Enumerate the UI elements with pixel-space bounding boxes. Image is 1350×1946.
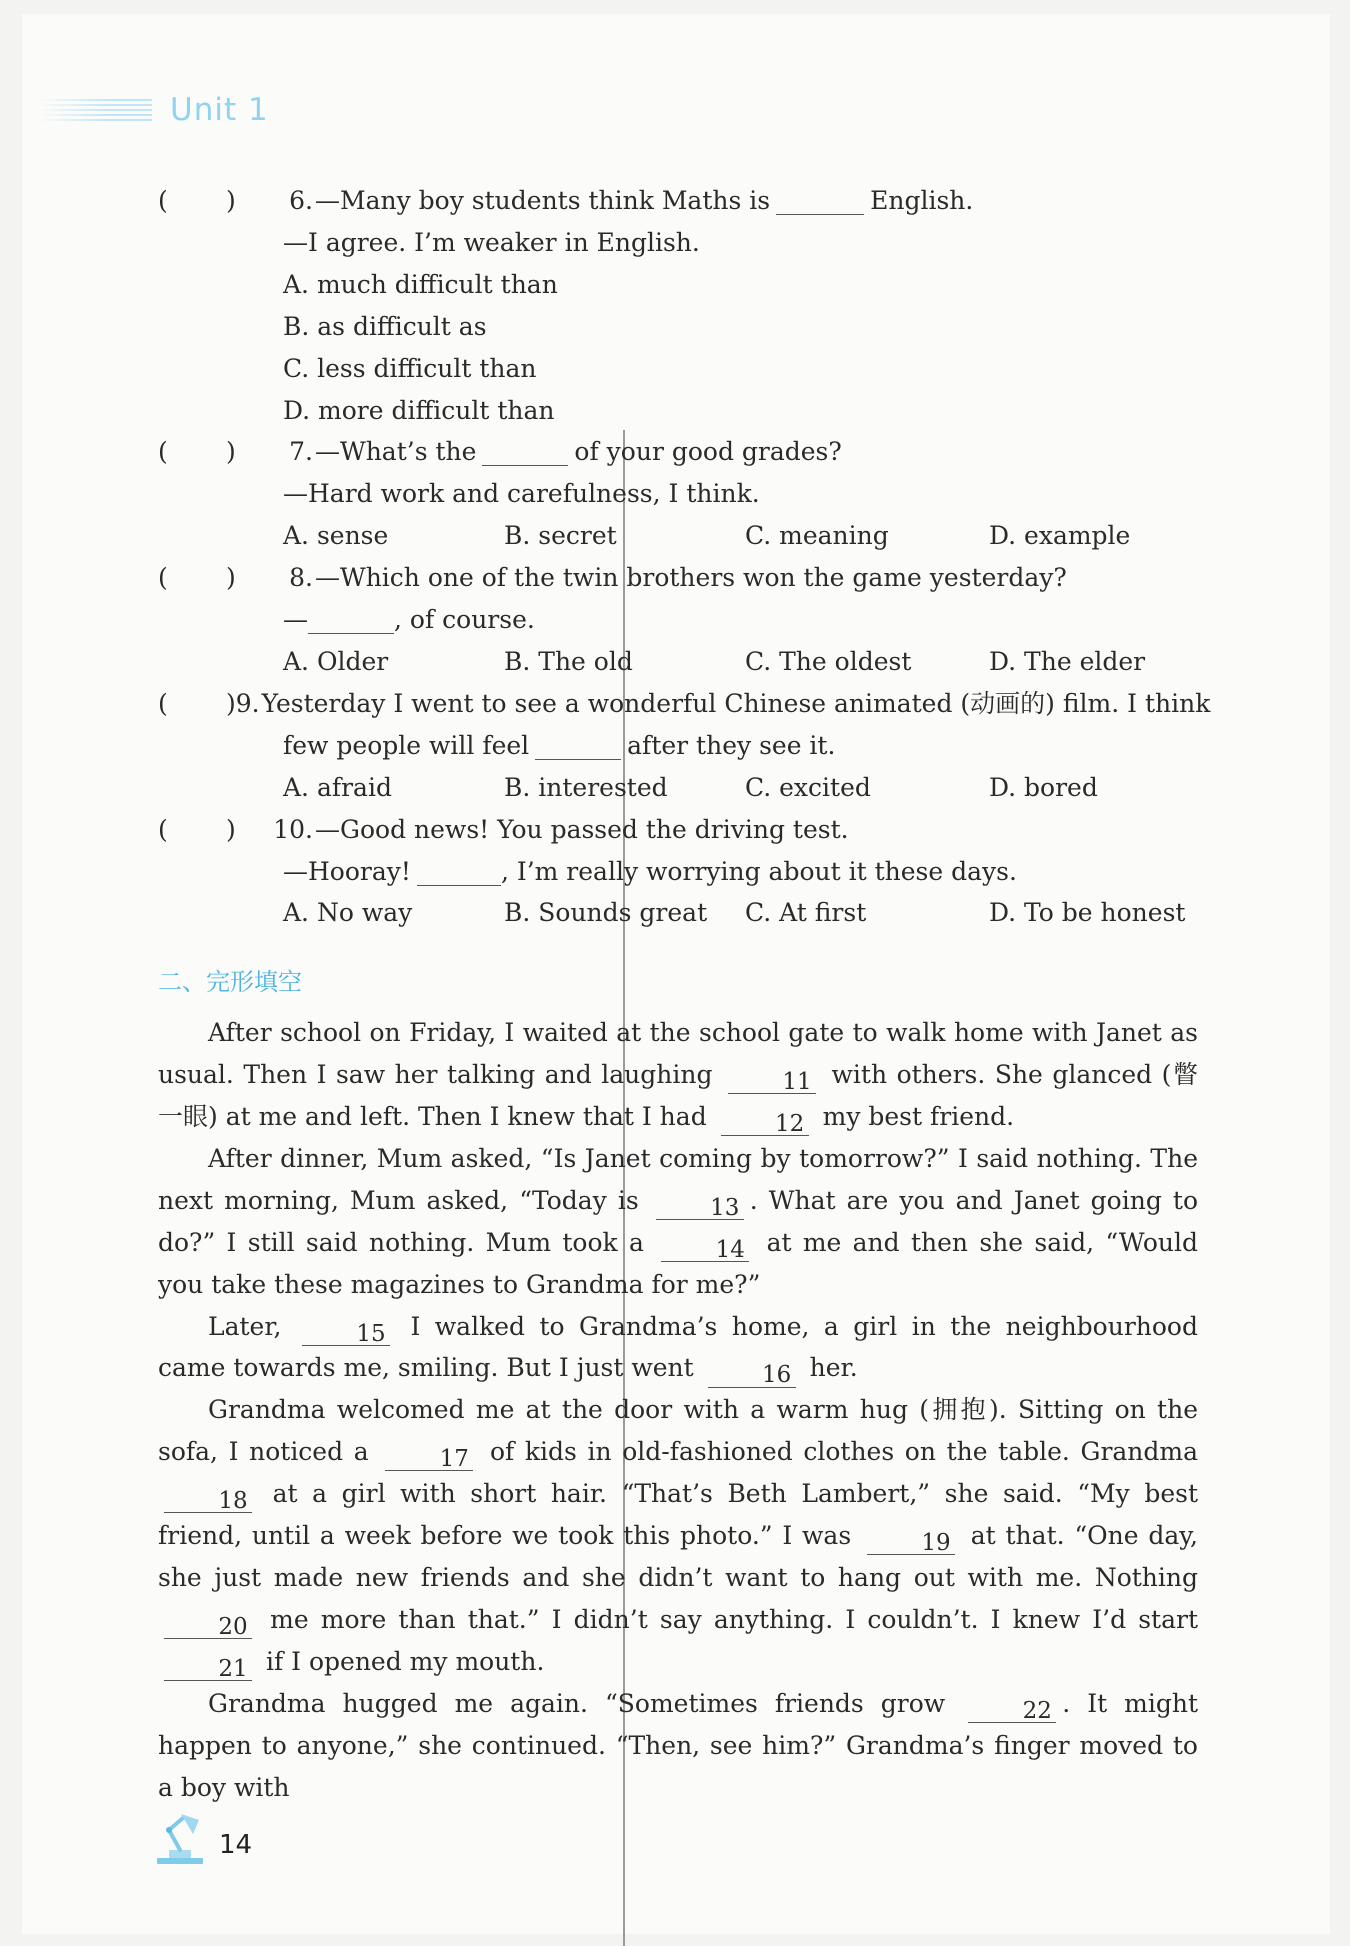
- exercise-content: [158, 180, 1211, 1808]
- option-d: D. more difficult than: [283, 395, 555, 425]
- desk-lamp-icon: [155, 1810, 205, 1866]
- option-d: D. To be honest: [989, 898, 1186, 928]
- paragraph-3: Later, 15 I walked to Grandma’s home, a girl in the neighbourhood came towards me, smiling. But I just went 16 her.: [158, 1311, 1198, 1389]
- question-line: —Hard work and carefulness, I think.: [283, 479, 760, 509]
- header-stripes-decoration: [40, 99, 152, 121]
- option-c: C. At first: [745, 898, 867, 928]
- option-a: A. sense: [283, 521, 389, 551]
- cloze-blank-15[interactable]: 15: [302, 1321, 390, 1346]
- cloze-blank-21[interactable]: 21: [164, 1656, 252, 1681]
- paragraph-4: Grandma welcomed me at the door with a warm hug (拥抱). Sitting on the sofa, I noticed a 17 of kids in old-fashioned clothes on the table. Grandma 18 at a girl with short hair. “That’s Beth Lambert,” she said. “My best friend, until a week before we took this photo.” I was 19 at that. “One day, she just made new friends and she didn’t want to hang out with me. Nothing 20 me more than that.” I didn’t say anything. I couldn’t. I knew I’d start 21 if I opened my mouth.: [158, 1395, 1199, 1682]
- option-c: C. less difficult than: [283, 353, 537, 383]
- options-row: [158, 767, 1198, 809]
- question-line: — , of course.: [283, 605, 535, 635]
- option-c: C. meaning: [745, 521, 889, 551]
- option-b: B. Sounds great: [504, 898, 708, 928]
- question-line: —I agree. I’m weaker in English.: [283, 227, 700, 257]
- unit-header: [40, 88, 269, 132]
- question-7: ( ) 7. —What’s the of your good grades? —Hard work and carefulness, I think. A. sense B. secret C. meaning D. example: [158, 431, 1198, 557]
- paragraph-1: After school on Friday, I waited at the school gate to walk home with Janet as usual. Then I saw her talking and laughing 11 with others. She glanced (瞥一眼) at me and left. Then I knew that I had 12 my best friend.: [158, 1018, 1199, 1138]
- paragraph-5: Grandma hugged me again. “Sometimes friends grow 22 . It might happen to anyone,” she continued. “Then, see him?” Grandma’s finger moved to a boy with: [158, 1688, 1198, 1802]
- cloze-blank-14[interactable]: 14: [661, 1237, 749, 1262]
- options-row: [158, 641, 1198, 683]
- question-line: few people will feel after they see it.: [283, 730, 836, 760]
- cloze-passage: [158, 1012, 1198, 1808]
- answer-blank[interactable]: [308, 609, 394, 634]
- question-number: 9.: [235, 688, 260, 718]
- option-b: B. as difficult as: [283, 311, 487, 341]
- cloze-blank-18[interactable]: 18: [164, 1488, 252, 1513]
- question-number: 6.: [289, 186, 313, 215]
- page-footer: [155, 1810, 252, 1866]
- option-c: C. The oldest: [745, 646, 912, 676]
- cloze-blank-11[interactable]: 11: [728, 1069, 816, 1094]
- paragraph-2: After dinner, Mum asked, “Is Janet coming by tomorrow?” I said nothing. The next morning, Mum asked, “Today is 13 . What are you and Janet going to do?” I still said nothing. Mum took a 14 at me and then she said, “Would you take these magazines to Grandma for me?”: [158, 1143, 1199, 1299]
- unit-title: Unit 1: [170, 92, 269, 128]
- answer-blank[interactable]: [535, 735, 621, 760]
- question-number: 8.: [289, 563, 313, 593]
- answer-blank[interactable]: [417, 860, 501, 885]
- question-number: 7.: [289, 437, 313, 467]
- page-number: 14: [219, 1830, 253, 1860]
- answer-blank[interactable]: [776, 190, 864, 215]
- option-a: A. afraid: [283, 772, 392, 802]
- option-c: C. excited: [745, 772, 871, 802]
- cloze-blank-22[interactable]: 22: [968, 1698, 1056, 1723]
- question-8: ( ) 8. —Which one of the twin brothers won the game yesterday? — , of course. A. Older B. The old C. The oldest D. The elder: [158, 557, 1198, 683]
- options-row: [158, 515, 1198, 557]
- question-6: ( ) 6. —Many boy students think Maths is English. —I agree. I’m weaker in English. A. much difficult than B. as difficult as C. less difficult than D. more difficult than: [158, 180, 1198, 431]
- question-number: 10.: [273, 814, 313, 844]
- option-d: D. bored: [989, 772, 1098, 802]
- option-a: A. No way: [283, 898, 413, 928]
- option-b: B. The old: [504, 646, 633, 676]
- cloze-blank-19[interactable]: 19: [867, 1530, 955, 1555]
- cloze-blank-13[interactable]: 13: [656, 1195, 744, 1220]
- option-a: A. Older: [283, 646, 389, 676]
- question-line: —Hooray! , I’m really worrying about it these days.: [283, 856, 1017, 886]
- option-d: D. The elder: [989, 646, 1146, 676]
- option-b: B. secret: [504, 521, 617, 551]
- options-row: [158, 892, 1198, 934]
- answer-blank[interactable]: [482, 441, 568, 466]
- option-a: A. much difficult than: [283, 269, 558, 299]
- cloze-blank-16[interactable]: 16: [708, 1362, 796, 1387]
- cloze-blank-17[interactable]: 17: [385, 1446, 473, 1471]
- option-d: D. example: [989, 521, 1131, 551]
- question-10: ( ) 10. —Good news! You passed the driving test. —Hooray! , I’m really worrying about it these days. A. No way B. Sounds great C. At first D. To be honest: [158, 809, 1198, 935]
- cloze-blank-20[interactable]: 20: [164, 1614, 252, 1639]
- section-title-cloze: 二、完形填空: [158, 968, 302, 997]
- cloze-blank-12[interactable]: 12: [721, 1111, 809, 1136]
- option-b: B. interested: [504, 772, 668, 802]
- question-9: ( ) 9. Yesterday I went to see a wonderful Chinese animated (动画的) film. I think few people will feel after they see it. A. afraid B. interested C. excited D. bored: [158, 683, 1198, 809]
